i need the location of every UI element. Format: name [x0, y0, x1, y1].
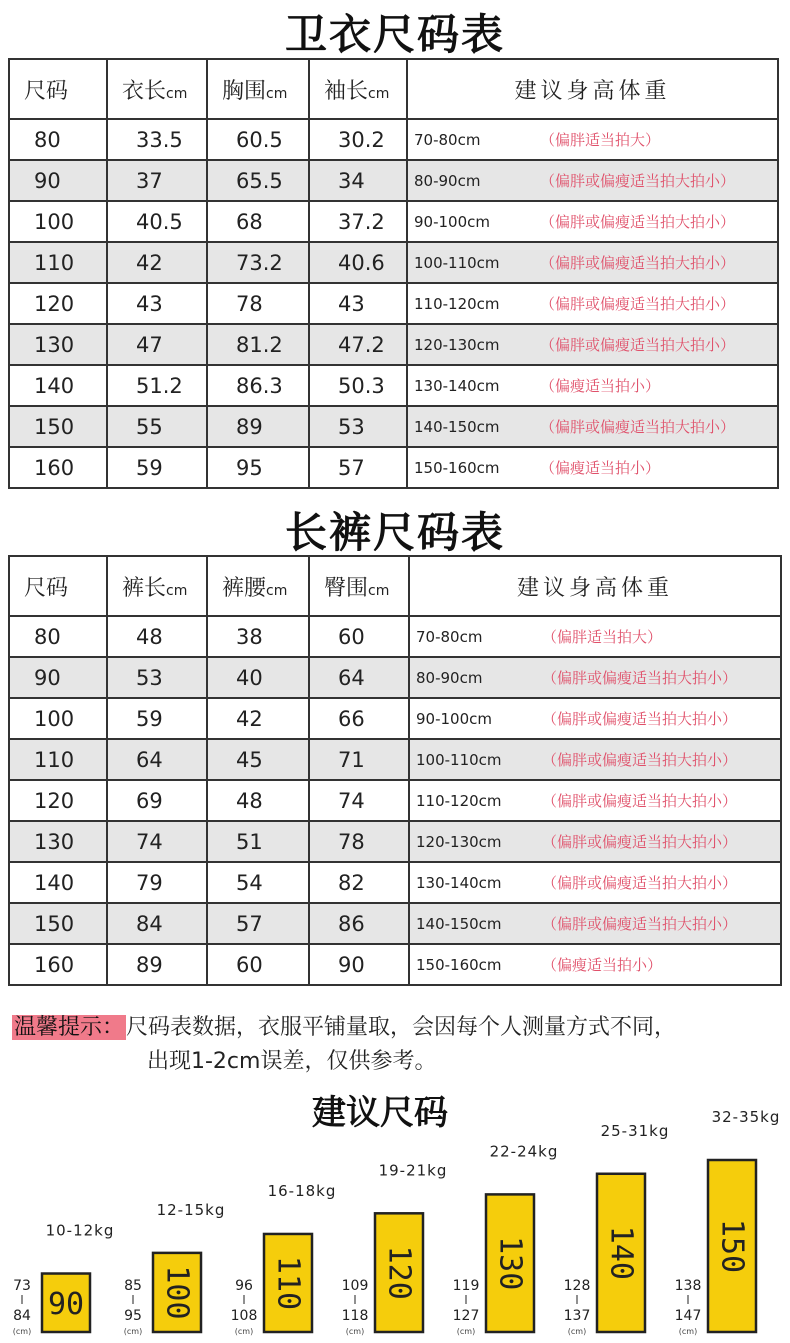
- fit-note: （偏胖适当拍大）: [540, 131, 661, 149]
- table-row: [9, 119, 778, 160]
- measure-cell: 74: [309, 780, 409, 821]
- fit-note: （偏胖或偏瘦适当拍大拍小）: [542, 792, 738, 810]
- fit-note: （偏胖或偏瘦适当拍大拍小）: [542, 915, 738, 933]
- size-cell: 120: [9, 283, 107, 324]
- bar-size-label: 90: [47, 1286, 85, 1322]
- measure-cell: 78: [207, 283, 309, 324]
- header-name: 衣长: [122, 78, 167, 104]
- height-range: 90-100cm: [416, 710, 492, 728]
- header-name: 尺码: [24, 575, 69, 601]
- height-from-label: 109: [341, 1278, 369, 1294]
- height-unit-label: (cm): [567, 1327, 587, 1336]
- fit-note: （偏胖或偏瘦适当拍大拍小）: [542, 874, 738, 892]
- height-range: 130-140cm: [414, 377, 500, 395]
- header-cell: [9, 59, 107, 119]
- header-unit: cm: [266, 582, 288, 599]
- table-row: [9, 698, 781, 739]
- size-cell: 120: [9, 780, 107, 821]
- height-unit-label: (cm): [456, 1327, 476, 1336]
- pants-size-title: 长裤尺码表: [284, 508, 505, 557]
- bar-size-label: 110: [270, 1255, 306, 1311]
- height-unit-label: (cm): [234, 1327, 254, 1336]
- height-unit-label: (cm): [123, 1327, 143, 1336]
- table-row: [9, 616, 781, 657]
- measure-cell: 86: [309, 903, 409, 944]
- size-cell: 140: [9, 862, 107, 903]
- measure-cell: 81.2: [207, 324, 309, 365]
- measure-cell: 53: [107, 657, 207, 698]
- bar-size-label: 150: [714, 1218, 750, 1274]
- bar-weight-label: 32-35kg: [711, 1108, 781, 1126]
- header-cell: [207, 556, 309, 616]
- hoodie-size-table: [8, 58, 779, 489]
- height-range: 80-90cm: [414, 172, 481, 190]
- measure-cell: 34: [309, 160, 407, 201]
- measure-cell: 82: [309, 862, 409, 903]
- height-range: 140-150cm: [416, 915, 502, 933]
- height-to-label: 95: [124, 1308, 142, 1324]
- recommend-cell: [407, 201, 778, 242]
- table-row: [9, 324, 778, 365]
- bar-weight-label: 16-18kg: [267, 1181, 337, 1200]
- height-from-label: 73: [13, 1278, 31, 1294]
- recommend-cell: [409, 616, 781, 657]
- table-row: [9, 657, 781, 698]
- measure-cell: 78: [309, 821, 409, 862]
- height-to-label: 137: [563, 1308, 591, 1324]
- height-range: 100-110cm: [416, 751, 502, 769]
- height-range: 70-80cm: [416, 628, 483, 646]
- measure-cell: 45: [207, 739, 309, 780]
- table-row: [9, 944, 781, 985]
- measure-cell: 64: [107, 739, 207, 780]
- measure-cell: 73.2: [207, 242, 309, 283]
- measure-cell: 69: [107, 780, 207, 821]
- bar-size-label: 100: [159, 1265, 195, 1320]
- size-cell: 150: [9, 903, 107, 944]
- header-unit: cm: [368, 582, 390, 599]
- measure-cell: 68: [207, 201, 309, 242]
- size-cell: 80: [9, 616, 107, 657]
- table-row: [9, 447, 778, 488]
- table-row: [9, 862, 781, 903]
- measure-cell: 79: [107, 862, 207, 903]
- bar-size-label: 140: [603, 1225, 639, 1280]
- height-to-label: 147: [674, 1308, 702, 1324]
- recommend-cell: [409, 862, 781, 903]
- header-cell: [207, 59, 309, 119]
- table-row: [9, 821, 781, 862]
- measure-cell: 50.3: [309, 365, 407, 406]
- measure-cell: 95: [207, 447, 309, 488]
- size-cell: 130: [9, 821, 107, 862]
- height-from-label: 119: [452, 1278, 480, 1294]
- header-name: 袖长: [324, 78, 369, 104]
- header-name: 裤腰: [222, 575, 267, 601]
- fit-note: （偏瘦适当拍小）: [540, 377, 661, 395]
- fit-note: （偏胖或偏瘦适当拍大拍小）: [540, 418, 736, 436]
- recommend-cell: [409, 739, 781, 780]
- bar-weight-label: 19-21kg: [378, 1161, 448, 1180]
- measure-cell: 51.2: [107, 365, 207, 406]
- measure-cell: 33.5: [107, 119, 207, 160]
- fit-note: （偏胖适当拍大）: [542, 628, 663, 646]
- size-cell: 140: [9, 365, 107, 406]
- height-unit-label: (cm): [345, 1327, 365, 1336]
- measure-cell: 42: [107, 242, 207, 283]
- bar-size-label: 130: [492, 1236, 528, 1291]
- measure-cell: 65.5: [207, 160, 309, 201]
- height-unit-label: (cm): [12, 1327, 32, 1336]
- size-cell: 90: [9, 160, 107, 201]
- measure-cell: 48: [107, 616, 207, 657]
- height-from-label: 128: [563, 1278, 591, 1294]
- height-from-label: 85: [124, 1278, 142, 1294]
- fit-note: （偏胖或偏瘦适当拍大拍小）: [540, 254, 736, 272]
- recommend-cell: [409, 903, 781, 944]
- header-cell: [407, 59, 778, 119]
- measure-cell: 40.6: [309, 242, 407, 283]
- measure-cell: 86.3: [207, 365, 309, 406]
- header-name: 裤长: [122, 575, 167, 601]
- fit-note: （偏胖或偏瘦适当拍大拍小）: [542, 751, 738, 769]
- table-row: [9, 160, 778, 201]
- tip-text-2: 出现1-2cm误差，仅供参考。: [147, 1049, 437, 1074]
- measure-cell: 89: [207, 406, 309, 447]
- height-from-label: 138: [674, 1278, 702, 1294]
- header-row: [9, 556, 781, 616]
- measure-cell: 74: [107, 821, 207, 862]
- measure-cell: 60: [207, 944, 309, 985]
- measure-cell: 42: [207, 698, 309, 739]
- measure-cell: 43: [107, 283, 207, 324]
- recommend-cell: [407, 406, 778, 447]
- measure-cell: 54: [207, 862, 309, 903]
- header-name: 胸围: [222, 78, 267, 104]
- size-cell: 90: [9, 657, 107, 698]
- tip-text-1: 尺码表数据，衣服平铺量取，会因每个人测量方式不同，: [126, 1015, 677, 1040]
- size-cell: 110: [9, 242, 107, 283]
- height-range: 70-80cm: [414, 131, 481, 149]
- fit-note: （偏瘦适当拍小）: [540, 459, 661, 477]
- header-cell: [107, 556, 207, 616]
- table-row: [9, 283, 778, 324]
- measure-cell: 37: [107, 160, 207, 201]
- header-name: 建议身高体重: [514, 78, 671, 104]
- height-range: 90-100cm: [414, 213, 490, 231]
- header-name: 建议身高体重: [516, 575, 673, 601]
- height-to-label: 108: [230, 1308, 258, 1324]
- height-range: 100-110cm: [414, 254, 500, 272]
- header-cell: [409, 556, 781, 616]
- measure-cell: 47: [107, 324, 207, 365]
- table-row: [9, 903, 781, 944]
- measure-cell: 60: [309, 616, 409, 657]
- suggest-size-chart: [0, 1080, 790, 1343]
- measure-cell: 89: [107, 944, 207, 985]
- measure-cell: 38: [207, 616, 309, 657]
- recommend-cell: [407, 160, 778, 201]
- pants-size-table: [8, 555, 782, 986]
- recommend-cell: [409, 698, 781, 739]
- bar-weight-label: 22-24kg: [489, 1142, 559, 1161]
- measure-cell: 90: [309, 944, 409, 985]
- recommend-cell: [407, 447, 778, 488]
- header-unit: cm: [266, 85, 288, 102]
- fit-note: （偏胖或偏瘦适当拍大拍小）: [540, 295, 736, 313]
- height-range: 130-140cm: [416, 874, 502, 892]
- size-cell: 160: [9, 944, 107, 985]
- height-to-label: 84: [13, 1308, 31, 1324]
- header-cell: [309, 556, 409, 616]
- height-range: 110-120cm: [414, 295, 500, 313]
- recommend-cell: [409, 657, 781, 698]
- suggest-title: 建议尺码: [312, 1093, 448, 1133]
- bar-size-label: 120: [381, 1245, 417, 1300]
- header-unit: cm: [166, 85, 188, 102]
- header-cell: [107, 59, 207, 119]
- fit-note: （偏胖或偏瘦适当拍大拍小）: [540, 336, 736, 354]
- fit-note: （偏瘦适当拍小）: [542, 956, 663, 974]
- tip-line-1: [12, 1010, 676, 1041]
- recommend-cell: [407, 365, 778, 406]
- measure-cell: 57: [207, 903, 309, 944]
- size-cell: 100: [9, 698, 107, 739]
- recommend-cell: [407, 119, 778, 160]
- measure-cell: 37.2: [309, 201, 407, 242]
- height-from-label: 96: [235, 1278, 253, 1294]
- height-range: 80-90cm: [416, 669, 483, 687]
- size-cell: 100: [9, 201, 107, 242]
- measure-cell: 59: [107, 447, 207, 488]
- size-cell: 110: [9, 739, 107, 780]
- measure-cell: 57: [309, 447, 407, 488]
- header-row: [9, 59, 778, 119]
- header-unit: cm: [368, 85, 390, 102]
- table-row: [9, 406, 778, 447]
- recommend-cell: [407, 324, 778, 365]
- size-cell: 150: [9, 406, 107, 447]
- header-unit: cm: [166, 582, 188, 599]
- table-row: [9, 242, 778, 283]
- height-to-label: 127: [452, 1308, 480, 1324]
- fit-note: （偏胖或偏瘦适当拍大拍小）: [540, 172, 736, 190]
- header-name: 臀围: [324, 575, 369, 601]
- measure-cell: 51: [207, 821, 309, 862]
- measure-cell: 48: [207, 780, 309, 821]
- table-row: [9, 780, 781, 821]
- table-row: [9, 201, 778, 242]
- recommend-cell: [409, 821, 781, 862]
- height-unit-label: (cm): [678, 1327, 698, 1336]
- fit-note: （偏胖或偏瘦适当拍大拍小）: [542, 669, 738, 687]
- fit-note: （偏胖或偏瘦适当拍大拍小）: [542, 833, 738, 851]
- height-to-label: 118: [341, 1308, 369, 1324]
- height-range: 120-130cm: [414, 336, 500, 354]
- size-cell: 80: [9, 119, 107, 160]
- size-cell: 130: [9, 324, 107, 365]
- recommend-cell: [407, 283, 778, 324]
- measure-cell: 30.2: [309, 119, 407, 160]
- bar-weight-label: 10-12kg: [45, 1221, 115, 1240]
- measure-cell: 55: [107, 406, 207, 447]
- measure-cell: 64: [309, 657, 409, 698]
- height-range: 140-150cm: [414, 418, 500, 436]
- measure-cell: 84: [107, 903, 207, 944]
- recommend-cell: [409, 944, 781, 985]
- measure-cell: 71: [309, 739, 409, 780]
- fit-note: （偏胖或偏瘦适当拍大拍小）: [542, 710, 738, 728]
- measure-cell: 40.5: [107, 201, 207, 242]
- hoodie-size-title: 卫衣尺码表: [284, 10, 505, 59]
- size-cell: 160: [9, 447, 107, 488]
- height-range: 110-120cm: [416, 792, 502, 810]
- height-range: 150-160cm: [416, 956, 502, 974]
- header-cell: [9, 556, 107, 616]
- bar-weight-label: 12-15kg: [156, 1200, 226, 1219]
- height-range: 150-160cm: [414, 459, 500, 477]
- header-cell: [309, 59, 407, 119]
- measure-cell: 59: [107, 698, 207, 739]
- measure-cell: 53: [309, 406, 407, 447]
- height-range: 120-130cm: [416, 833, 502, 851]
- header-name: 尺码: [24, 78, 69, 104]
- table-row: [9, 365, 778, 406]
- measure-cell: 40: [207, 657, 309, 698]
- recommend-cell: [407, 242, 778, 283]
- measure-cell: 60.5: [207, 119, 309, 160]
- table-row: [9, 739, 781, 780]
- measure-cell: 43: [309, 283, 407, 324]
- measure-cell: 66: [309, 698, 409, 739]
- fit-note: （偏胖或偏瘦适当拍大拍小）: [540, 213, 736, 231]
- bar-weight-label: 25-31kg: [600, 1121, 670, 1140]
- recommend-cell: [409, 780, 781, 821]
- measure-cell: 47.2: [309, 324, 407, 365]
- tip-label: 温馨提示：: [14, 1015, 125, 1040]
